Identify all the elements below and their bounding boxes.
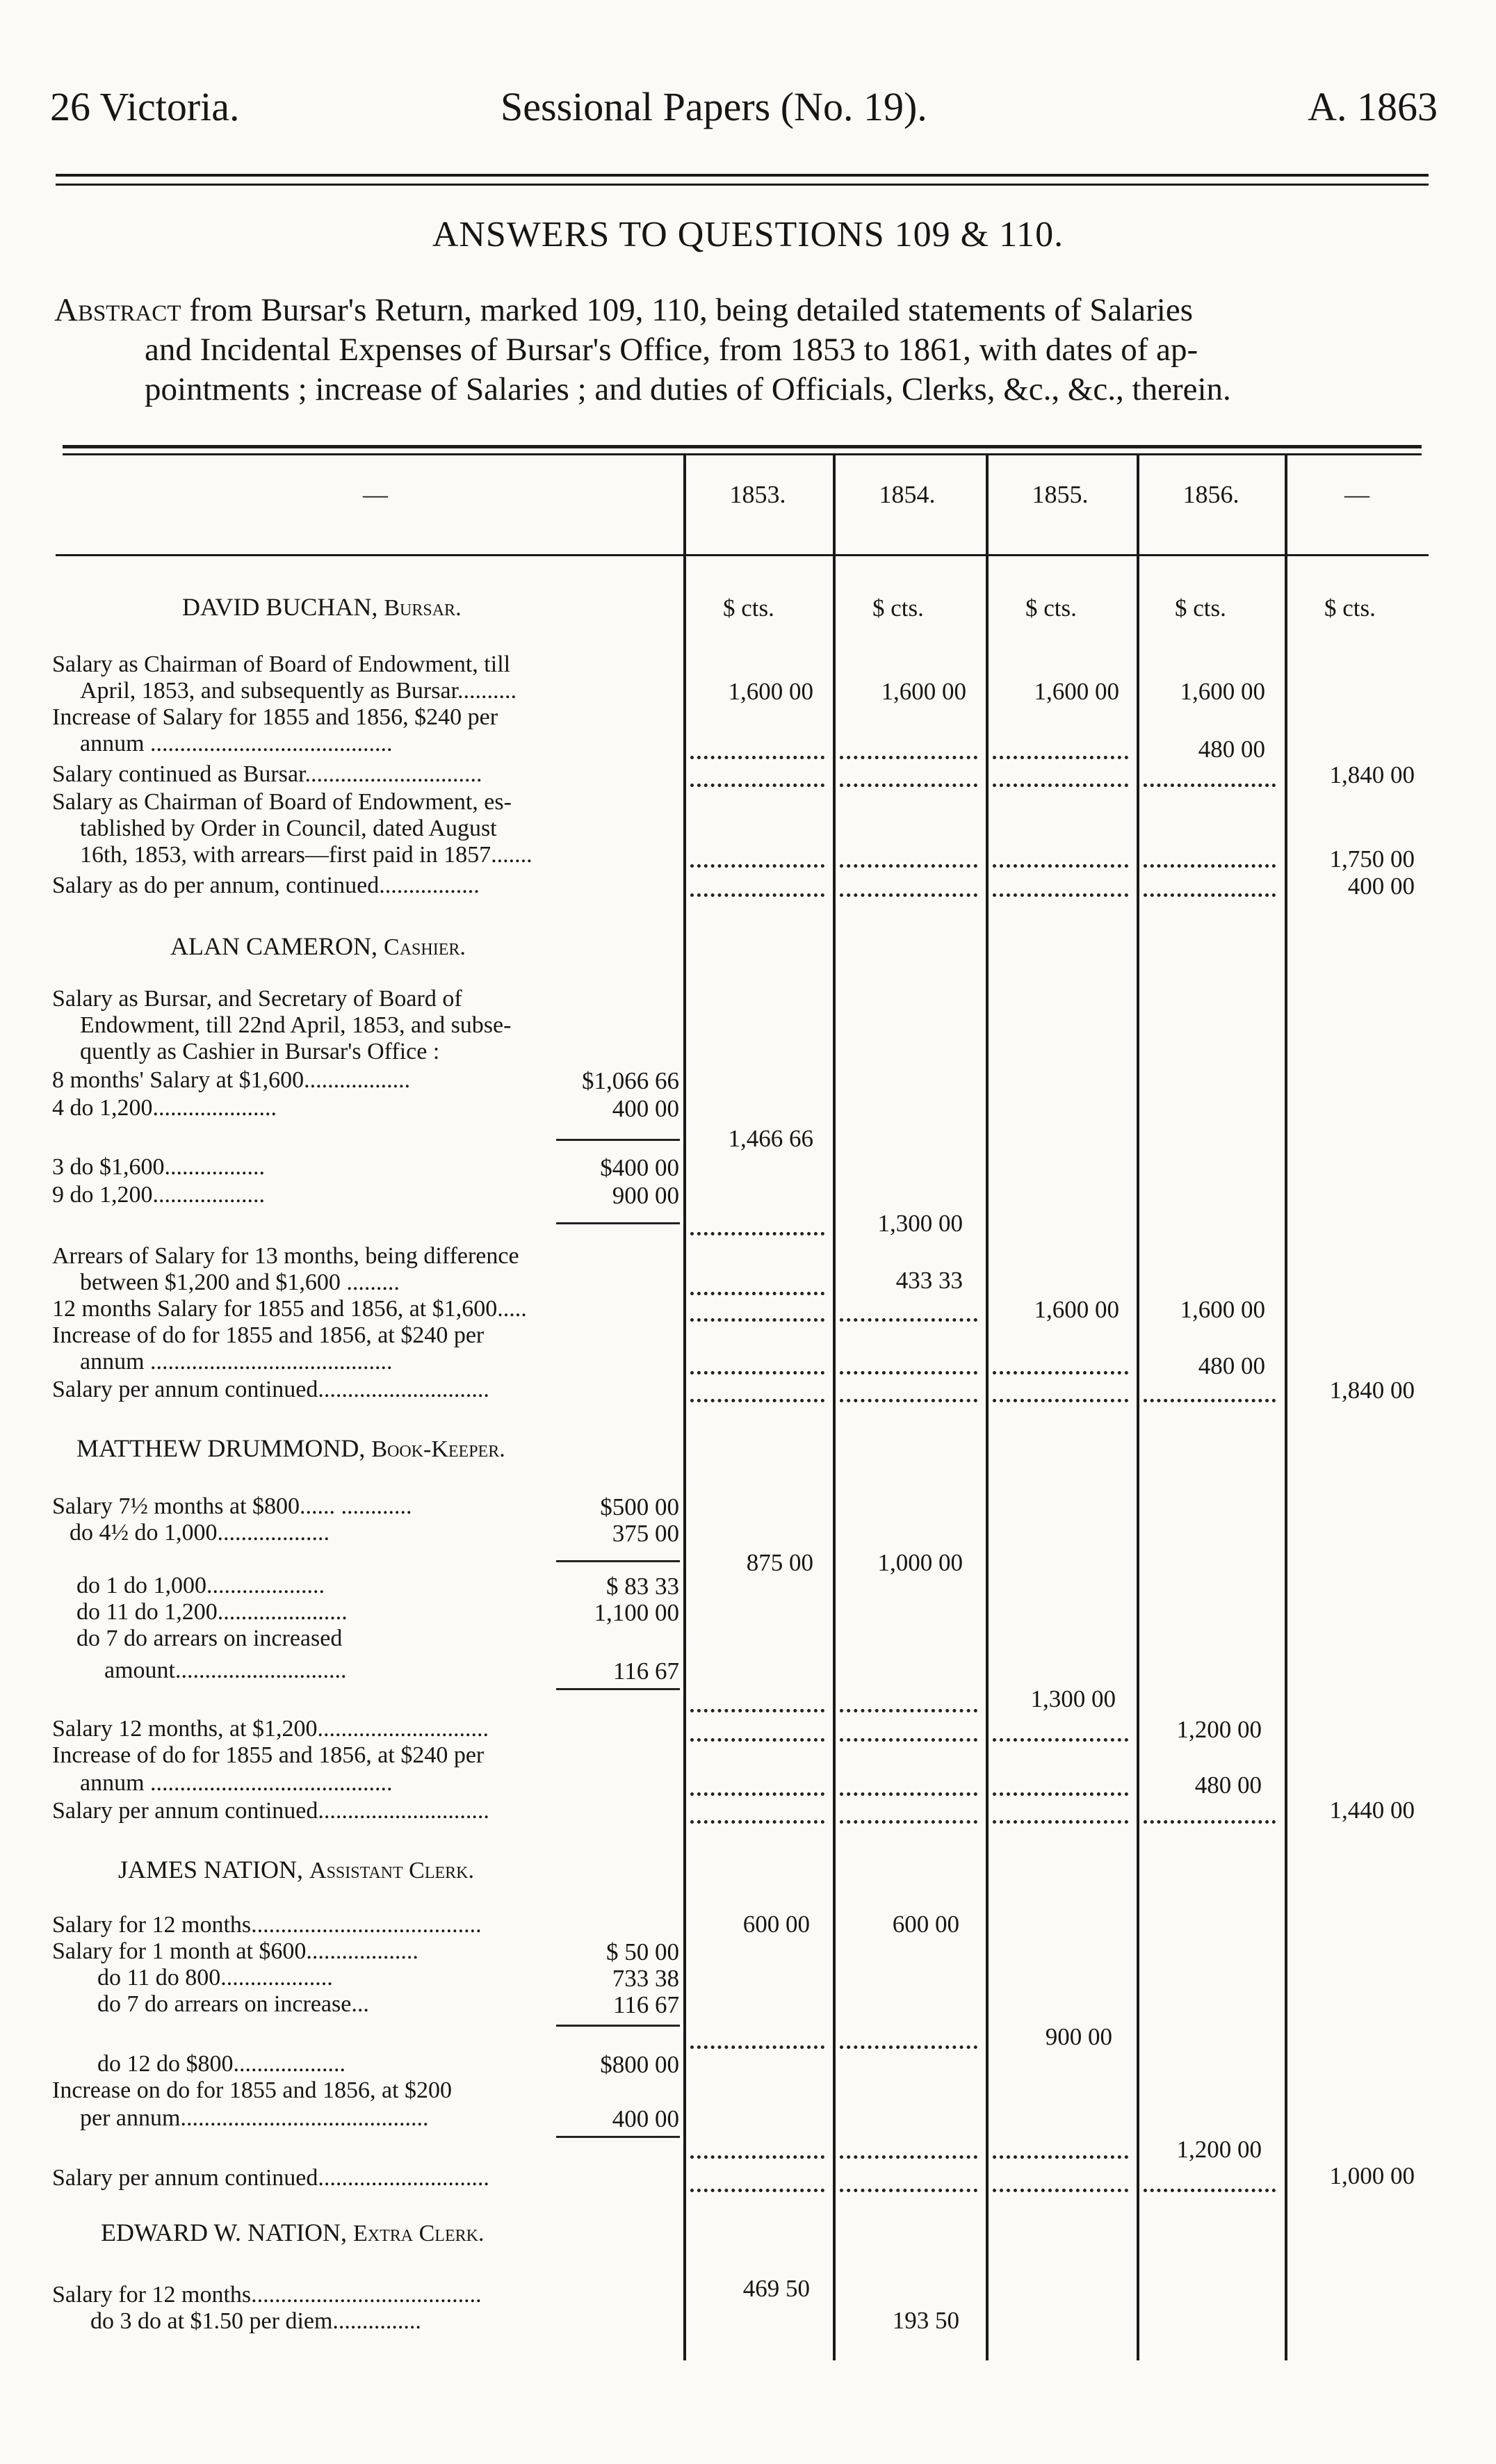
amount-1855: 1,300 00	[1030, 1685, 1116, 1712]
amount-1856-increase: 480 00	[1198, 1352, 1265, 1379]
row-label: 16th, 1853, with arrears—first paid in 1857.......	[80, 842, 532, 868]
header-rule-bottom	[56, 184, 1429, 186]
row-label: do 11 do 800...................	[97, 1965, 333, 1991]
dot-leader	[993, 1792, 1128, 1796]
sub-amount: 116 67	[613, 1657, 679, 1685]
row-label: do 4½ do 1,000...................	[70, 1520, 330, 1546]
amount-1856-increase: 480 00	[1194, 1772, 1262, 1799]
dot-leader	[690, 756, 824, 759]
official-role: Assistant Clerk.	[309, 1858, 475, 1883]
dot-leader	[840, 893, 977, 897]
dot-leader	[1144, 2189, 1276, 2192]
amount-arrears: 1,750 00	[1329, 845, 1415, 873]
dot-leader	[993, 864, 1128, 868]
row-label: Salary as Bursar, and Secretary of Board of	[52, 986, 462, 1012]
dot-leader	[690, 1738, 824, 1742]
row-label: do 7 do arrears on increase...	[97, 1991, 369, 2017]
dot-leader	[840, 1820, 977, 1824]
dot-leader	[840, 1371, 977, 1375]
sub-amount: 375 00	[612, 1520, 679, 1547]
amount-1855: 900 00	[1045, 2023, 1112, 2050]
row-label: do 12 do $800...................	[97, 2051, 345, 2077]
unit-label: $ cts.	[1324, 594, 1376, 622]
table-rule-top-2	[63, 453, 1422, 455]
dot-leader	[840, 2045, 977, 2049]
official-name: MATTHEW DRUMMOND,	[76, 1434, 366, 1462]
column-divider	[833, 455, 836, 2360]
row-label: do 7 do arrears on increased	[76, 1626, 343, 1651]
dot-leader	[993, 2189, 1128, 2192]
row-label: 12 months Salary for 1855 and 1856, at $1,600.....	[52, 1296, 527, 1322]
row-label: Endowment, till 22nd April, 1853, and subse-	[80, 1012, 512, 1038]
amount-1856-increase: 480 00	[1198, 736, 1265, 763]
row-label: tablished by Order in Council, dated August	[80, 816, 497, 841]
column-divider	[986, 455, 989, 2360]
sub-amount: $1,066 66	[582, 1067, 679, 1094]
sub-amount: $800 00	[600, 2051, 679, 2078]
dot-leader	[993, 756, 1128, 759]
official-role: Bursar.	[384, 595, 462, 621]
column-divider	[1137, 455, 1139, 2360]
dot-leader	[690, 2189, 824, 2192]
amount-1854-arrears: 433 33	[895, 1267, 963, 1294]
dot-leader	[690, 1371, 824, 1375]
row-label: Increase of do for 1855 and 1856, at $240 per	[52, 1742, 485, 1768]
sub-amount: $400 00	[600, 1154, 679, 1181]
sub-amount: $500 00	[600, 1493, 679, 1521]
official-role: Cashier.	[384, 934, 466, 960]
dot-leader	[840, 864, 977, 868]
column-header-1853: 1853.	[729, 480, 786, 508]
sub-amount: 1,100 00	[594, 1599, 679, 1626]
dot-leader	[1144, 1820, 1276, 1824]
row-label: Increase of do for 1855 and 1856, at $240 per	[52, 1322, 485, 1348]
dot-leader	[840, 2189, 977, 2192]
section-heading-enation	[101, 2218, 484, 2247]
amount-continued: 1,000 00	[1329, 2162, 1415, 2189]
amount-1854: 1,600 00	[881, 678, 966, 705]
row-label: Salary per annum continued.............................	[52, 1798, 489, 1824]
amount-1854: 600 00	[892, 1911, 959, 1938]
subtotal-rule	[556, 1222, 680, 1224]
amount-1853: 875 00	[746, 1549, 813, 1576]
amount-1856: 1,200 00	[1176, 2136, 1262, 2163]
amount-1856: 1,200 00	[1176, 1716, 1262, 1743]
sub-amount: 400 00	[612, 1095, 679, 1122]
column-header-1855: 1855.	[1032, 480, 1089, 508]
row-label: Salary 12 months, at $1,200.............................	[52, 1716, 489, 1742]
dot-leader	[1144, 784, 1276, 787]
official-name: ALAN CAMERON,	[170, 932, 378, 960]
dot-leader	[993, 1371, 1128, 1375]
row-label: April, 1853, and subsequently as Bursar..........	[80, 678, 517, 704]
subtotal-rule	[556, 2136, 680, 2138]
row-label: per annum..........................................	[80, 2105, 429, 2131]
header-year: A. 1863	[1308, 84, 1438, 129]
dot-leader	[840, 784, 977, 787]
dot-leader	[993, 1399, 1128, 1402]
row-label: Salary as Chairman of Board of Endowment, es-	[52, 789, 512, 815]
unit-label: $ cts.	[1025, 594, 1077, 622]
row-label: 3 do $1,600.................	[52, 1154, 265, 1180]
row-label: Salary per annum continued.............................	[52, 1377, 489, 1402]
row-label: Salary per annum continued.............................	[52, 2165, 489, 2191]
row-label: Salary for 12 months.......................................	[52, 2282, 482, 2308]
page-title: ANSWERS TO QUESTIONS 109 & 110.	[432, 215, 1064, 254]
sub-amount: $ 50 00	[606, 1938, 679, 1965]
amount-continued: 1,440 00	[1329, 1797, 1415, 1824]
official-name: DAVID BUCHAN,	[182, 593, 378, 621]
dot-leader	[840, 756, 977, 759]
dot-leader	[1144, 1399, 1276, 1402]
section-heading-buchan	[182, 592, 462, 622]
row-label: Salary continued as Bursar..............................	[52, 761, 482, 787]
column-divider	[683, 455, 686, 2360]
row-label: 9 do 1,200...................	[52, 1182, 265, 1208]
dot-leader	[690, 864, 824, 868]
sub-amount: 900 00	[612, 1182, 679, 1209]
amount-1853: 1,600 00	[728, 678, 813, 705]
amount-1853: 600 00	[742, 1911, 810, 1938]
column-header-1856: 1856.	[1182, 480, 1239, 508]
official-role: Book-Keeper.	[371, 1436, 505, 1462]
dot-leader	[690, 1318, 824, 1322]
dot-leader	[840, 2155, 977, 2159]
amount-1855: 1,600 00	[1034, 1296, 1119, 1323]
dot-leader	[690, 2045, 824, 2049]
amount-1853: 469 50	[742, 2275, 810, 2302]
amount-1856: 1,600 00	[1180, 678, 1265, 705]
subtotal-rule	[556, 1139, 680, 1141]
dot-leader	[840, 1709, 977, 1712]
amount-1854: 193 50	[892, 2307, 959, 2334]
subtotal-rule	[556, 1688, 680, 1690]
row-label: Increase of Salary for 1855 and 1856, $240 per	[52, 704, 498, 730]
dot-leader	[690, 1709, 824, 1712]
header-sessional-papers: Sessional Papers (No. 19).	[501, 84, 927, 129]
row-label: do 1 do 1,000....................	[76, 1573, 325, 1598]
row-label: do 3 do at $1.50 per diem...............	[90, 2308, 421, 2334]
dot-leader	[690, 893, 824, 897]
dot-leader	[1144, 864, 1276, 868]
subtotal-rule	[556, 2025, 680, 2027]
row-label: annum .........................................	[80, 731, 393, 756]
abstract-paragraph	[54, 291, 1431, 410]
dot-leader	[690, 1792, 824, 1796]
section-heading-nation	[118, 1855, 474, 1884]
abstract-line-3: pointments ; increase of Salaries ; and duties of Officials, Clerks, &c., &c., therein.	[145, 371, 1231, 407]
row-label: do 11 do 1,200......................	[76, 1599, 348, 1625]
row-label: Arrears of Salary for 13 months, being difference	[52, 1243, 519, 1269]
row-label: Increase on do for 1855 and 1856, at $200	[52, 2077, 453, 2103]
column-divider	[1285, 455, 1287, 2360]
row-label: Salary as Chairman of Board of Endowment, till	[52, 651, 511, 677]
row-label: Salary for 12 months.......................................	[52, 1912, 482, 1938]
dot-leader	[840, 1399, 977, 1402]
row-label: annum .........................................	[80, 1349, 393, 1375]
column-header-1854: 1854.	[879, 480, 936, 508]
dot-leader	[690, 784, 824, 787]
sub-amount: $ 83 33	[606, 1573, 679, 1600]
dot-leader	[840, 1318, 977, 1322]
amount-annual: 400 00	[1347, 873, 1415, 900]
abstract-line-1: from Bursar's Return, marked 109, 110, being detailed statements of Salaries	[189, 292, 1194, 328]
amount-continued: 1,840 00	[1329, 1377, 1415, 1404]
row-label: 8 months' Salary at $1,600..................	[52, 1067, 411, 1093]
dot-leader	[690, 1232, 824, 1235]
row-label: Salary 7½ months at $800...... ............	[52, 1493, 412, 1519]
sub-amount: 733 38	[612, 1965, 679, 1992]
section-heading-drummond	[76, 1434, 505, 1463]
unit-label: $ cts.	[723, 594, 774, 622]
abstract-line-2: and Incidental Expenses of Bursar's Office, from 1853 to 1861, with dates of ap-	[145, 332, 1198, 368]
dot-leader	[993, 1738, 1128, 1742]
dot-leader	[840, 1738, 977, 1742]
sub-amount: 116 67	[613, 1991, 679, 2018]
dot-leader	[993, 2155, 1128, 2159]
header-rule-top	[56, 174, 1429, 177]
table-rule-top	[63, 445, 1422, 448]
column-header-last: —	[1344, 480, 1369, 508]
amount-1854: 1,300 00	[877, 1210, 963, 1237]
row-label: 4 do 1,200.....................	[52, 1095, 277, 1121]
row-label: Salary for 1 month at $600...................	[52, 1938, 418, 1964]
column-header-description: —	[363, 480, 388, 508]
header-session: 26 Victoria.	[50, 84, 240, 129]
abstract-lead: Abstract	[54, 292, 181, 328]
dot-leader	[1144, 893, 1276, 897]
section-heading-cameron	[170, 932, 466, 961]
row-label: between $1,200 and $1,600 .........	[80, 1270, 400, 1295]
row-label: quently as Cashier in Bursar's Office :	[80, 1039, 440, 1064]
dot-leader	[993, 1820, 1128, 1824]
dot-leader	[690, 1820, 824, 1824]
dot-leader	[993, 893, 1128, 897]
amount-1856: 1,600 00	[1180, 1296, 1265, 1323]
dot-leader	[690, 1399, 824, 1402]
official-name: JAMES NATION,	[118, 1856, 304, 1883]
dot-leader	[993, 784, 1128, 787]
amount-1855: 1,600 00	[1034, 678, 1119, 705]
official-name: EDWARD W. NATION,	[101, 2219, 347, 2246]
unit-label: $ cts.	[1175, 594, 1226, 622]
amount-continued: 1,840 00	[1329, 761, 1415, 788]
official-role: Extra Clerk.	[353, 2221, 485, 2246]
dot-leader	[690, 1292, 824, 1295]
sub-amount: 400 00	[612, 2105, 679, 2132]
amount-1854: 1,000 00	[877, 1549, 963, 1576]
dot-leader	[840, 1792, 977, 1796]
unit-label: $ cts.	[872, 594, 924, 622]
row-label: annum .........................................	[80, 1770, 393, 1796]
dot-leader	[690, 2155, 824, 2159]
row-label: Salary as do per annum, continued.................	[52, 873, 480, 898]
amount-1853: 1,466 66	[728, 1125, 813, 1152]
row-label: amount.............................	[104, 1657, 347, 1683]
subtotal-rule	[556, 1560, 680, 1562]
table-header-rule	[56, 554, 1429, 556]
